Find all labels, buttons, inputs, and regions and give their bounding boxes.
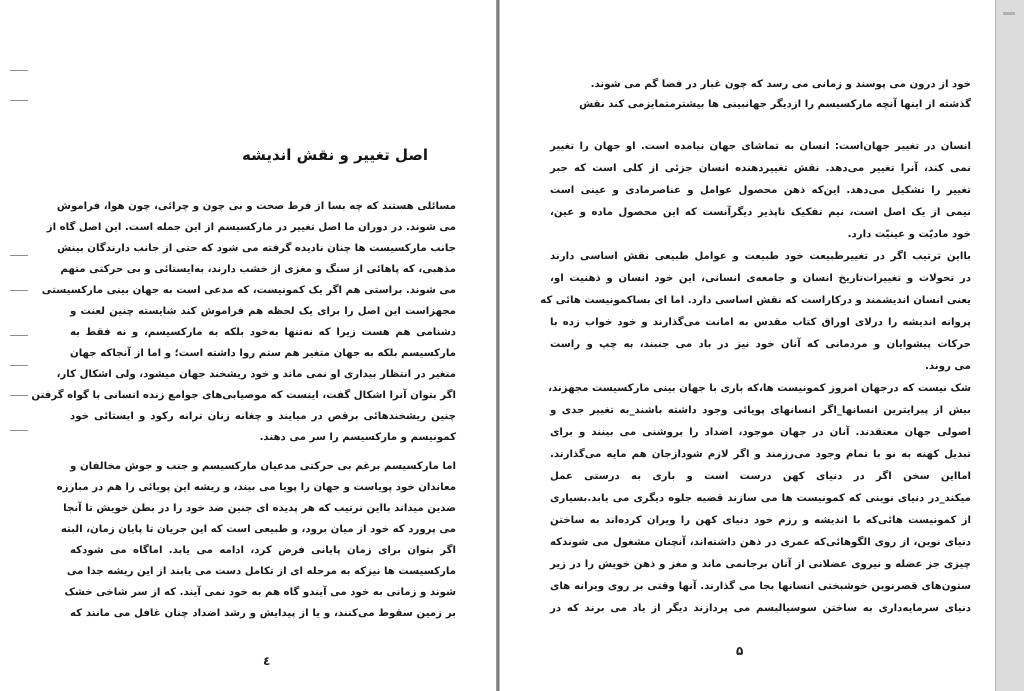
- text-line: اگر بتوان برای زمان پایانی فرض کرد، ادامه می یابد. اماگاه می شودکه: [70, 545, 456, 556]
- binding-mark: [10, 335, 28, 336]
- text-line: بر زمین سقوط می‌کنند، و یا از پیدایش و رشد اضداد چنان غافل می مانند که: [70, 608, 456, 619]
- text-line: خود از درون می پوسند و زمانی می رسد که چون غبار در فضا گم می شوند.: [590, 79, 971, 90]
- page-number: ۵: [736, 644, 744, 658]
- text-line: چیزی جز عضله و نیروی عضلانی از آنان برجانمی ماند و مغز و ذهن خویش را در زیر: [550, 559, 971, 570]
- binding-mark: [10, 395, 28, 396]
- page-title: اصل تغییر و نقش اندیشه: [242, 146, 428, 164]
- text-line: نمی کند، آنرا تغییر می‌دهد. نقش تغییردهنده انسان جزئی از کلی است که جبر: [550, 163, 971, 174]
- text-line: می شوند. در دوران ما اصل تغییر در مارکسیسم از این جمله است. این اصل گاه از: [46, 222, 456, 233]
- text-line: گذشته از اینها آنچه مارکسیسم را ازدیگر جهانبینی ها بیشترمتمایزمی کند نقش: [579, 99, 971, 110]
- binding-mark: [10, 70, 28, 71]
- text-line: کمونیسم و مارکسیسم را سر می دهند.: [259, 432, 456, 443]
- text-line: از کمونیست هائی‌که با اندیشه و رزم خود دنیای کهن را ویران کرده‌اند به ساختن: [550, 515, 971, 526]
- text-line: اما مارکسیسم برغم بی حرکتی مدعیان مارکسیسم و جنب و جوش مخالفان و: [70, 461, 456, 472]
- text-line: پروانه اندیشه را درلای اوراق کتاب مقدس به امانت می‌گذارند و خود خواب زده با: [550, 317, 971, 328]
- binding-mark: [10, 255, 28, 256]
- text-line: اگر بتوان آنرا اشکال گفت، اینست که موصیابی‌های جوامع زنده انسانی با گواه گرفتن: [31, 390, 456, 401]
- text-line: اصولی جهان معتقدند. آنان در جهان موجود، اضداد را بروشنی می بینند و برای: [550, 427, 971, 438]
- text-line: حرکات پیشوایان و مردمانی که آنان خود نیز در باد می جنبند، به چپ و راست: [550, 339, 971, 350]
- binding-mark: [10, 430, 28, 431]
- binding-mark: [10, 365, 28, 366]
- text-line: تغییر را تشکیل می‌دهد. این‌که ذهن محصول عوامل و عناصرمادی و عینی است: [550, 185, 971, 196]
- text-line: ضدین میداند بااین ترتیب که هر پدیده ای جنین ضد خود را در بطن خویش تا آنجا: [63, 503, 456, 514]
- left-page: [0, 0, 497, 691]
- text-line: مذهبی، که پاهائی از سنگ و مغزی از خشب دارند، به‌ایستائی و بی حرکتی متهم: [60, 264, 456, 275]
- text-line: بااین ترتیب اگر در تغییرطبیعت خود طبیعت و عوامل طبیعی نقش اساسی دارند: [550, 251, 971, 262]
- text-line: نیمی از یک اصل است، نیم تفکیک ناپذیر دیگرآنست که این محصول ماده و عین،: [550, 207, 971, 218]
- text-line: دنیای سرمایه‌داری به ساختن سوسیالیسم می پردازند دیگر از یاد می برند که در: [550, 603, 971, 614]
- text-line: شوند و زمانی به خود می آیندو گاه هم به خود نمی آیند. که از سر شاخی خشک: [64, 587, 456, 598]
- scroll-marker: [1003, 12, 1015, 15]
- text-line: انسان در تغییر جهان‌است: انسان به تماشای جهان نیامده است. او جهان را تغییر: [550, 141, 971, 152]
- text-line: دنیای نوین، از روی الگوهائی‌که عمری در ذهن داشته‌اند، آنچنان مشغول می شوندکه: [550, 537, 971, 548]
- text-line: متغیر در انتظار بیداری او نمی ماند و خود ریشخند جهان میشود، ولی اشکال کار،: [56, 369, 456, 380]
- text-line: مسائلی هستند که چه بسا از فرط صحت و بی چون و چرائی، چون هوا، فراموش: [56, 201, 456, 212]
- text-line: یعنی انسان اندیشمند و درکاراست که نقش اساسی دارد. اما ای بساکمونیست هائی که: [540, 295, 971, 306]
- text-line: ستون‌های قصرنوین خوشبختی انسانها بجا می گذارند. آنها وقتی بر روی ویرانه های: [550, 581, 971, 592]
- right-page: [499, 0, 995, 691]
- text-line: معاندان خود پویاست و جهان را پویا می بیند، و ریشه این پویائی را هم در مبارزه: [56, 482, 456, 493]
- text-line: می پرورد که خود از میان برود، و طبیعی است که این جریان تا پایان زمان، البته: [60, 524, 456, 535]
- text-line: چنین ریشخندهائی برقص در میایند و چغانه زنان ترانه رکود و ایستائی خود: [70, 411, 456, 422]
- text-line: تبدیل کهنه به نو با تمام وجود می‌رزمند و اگر لازم شوداز‌جان هم مایه می‌گذارند.: [550, 449, 971, 460]
- text-line: مارکسیسم بلکه به جهان متغیر هم ستم روا داشته است؛ و اما از آنجاکه جهان: [70, 348, 456, 359]
- binding-mark: [10, 100, 28, 101]
- text-line: می شوند. براستی هم اگر یک کمونیست، که مدعی است به جهان بینی مارکسیستی: [41, 285, 456, 296]
- text-line: بیش از پیرایترین انسانها_اگر انسانهای پویائی وجود داشته باشند_به تغییر جدی و: [550, 405, 971, 416]
- text-line: میکند_در دنیای نوینی که کمونیست ها می سازند قضیه جلوه دیگری می یابد.بسیاری: [550, 493, 971, 504]
- binding-mark: [10, 290, 28, 291]
- text-line: دشنامی هم هست زیرا که نه‌تنها به‌خود بلکه به مارکسیسم، و نه فقط به: [70, 327, 456, 338]
- text-line: مارکسیست ها نیزکه به مرحله ای از تکامل دست می یابند از این ریشه جدا می: [66, 566, 456, 577]
- text-line: در تحولات و تغییرات‌تاریخ انسان و جامعه‌ی انسانی، این خود انسان و ذهنیت او،: [550, 273, 971, 284]
- text-line: مجهزاست این اصل را برای یک لحظه هم فراموش کند شایسته چنین لعنت و: [70, 306, 456, 317]
- text-line: جانب مارکسیست ها چنان نادیده گرفته می شود که حتی از جانب دارندگان بینش: [57, 243, 456, 254]
- page-number: ٤: [263, 654, 271, 668]
- viewer-margin: [995, 0, 1024, 691]
- text-line: شک نیست که درجهان امروز کمونیست ها،که باری با جهان بینی مارکسیست مجهزند،: [548, 383, 971, 394]
- text-line: خود مادیّت و عینیّت دارد.: [847, 229, 971, 240]
- text-line: امااین سخن اگر در دنیای کهن درست است و باری به درستی عمل: [550, 471, 971, 482]
- text-line: می روند.: [925, 361, 971, 372]
